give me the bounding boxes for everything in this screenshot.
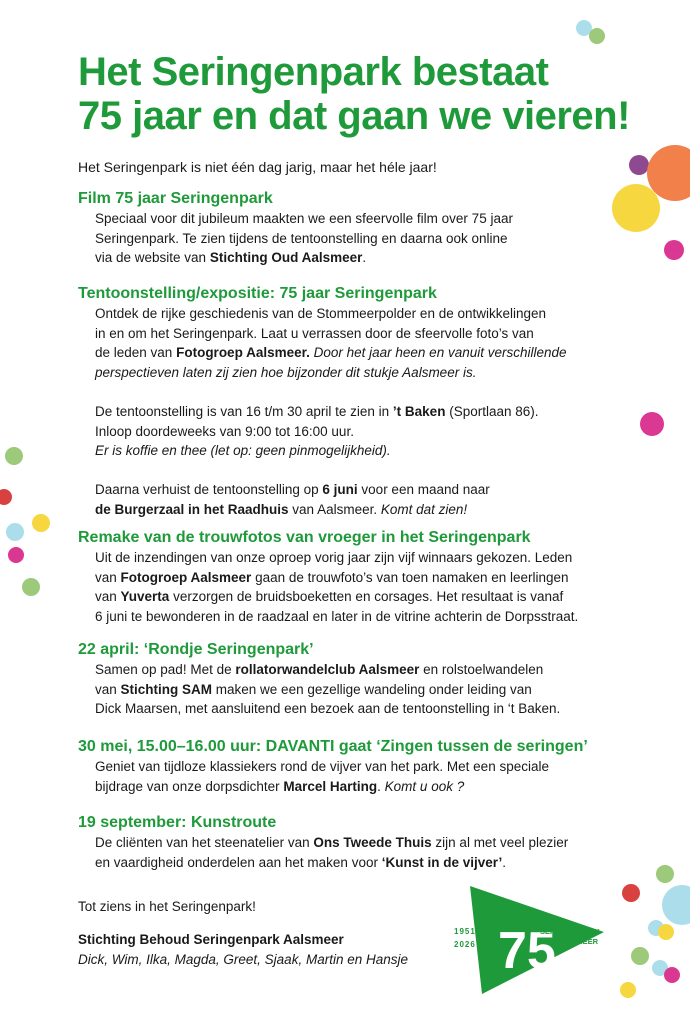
section-body	[95, 660, 638, 719]
text-line: De cliënten van het steenatelier van Ons Tweede Thuis zijn al met veel plezier	[95, 835, 569, 850]
text-line: Speciaal voor dit jubileum maakten we een sfeervolle film over 75 jaar	[95, 211, 513, 226]
logo-year-start: 1951	[454, 927, 476, 936]
title-line-1: Het Seringenpark bestaat	[78, 50, 549, 94]
bold-text: Yuverta	[120, 589, 170, 605]
text-line: Inloop doordeweeks van 9:00 tot 16:00 uur.	[95, 423, 354, 439]
text-line: van Yuverta verzorgen de bruidsboeketten en corsages. Het resultaat is vanaf	[95, 589, 564, 605]
text-line: van Fotogroep Aalsmeer gaan de trouwfoto’s van toen namaken en leerlingen	[95, 569, 569, 585]
bold-text: Fotogroep Aalsmeer	[120, 569, 252, 585]
dot	[658, 924, 674, 940]
section-davanti	[78, 737, 638, 796]
bold-text: Fotogroep Aalsmeer.	[176, 345, 310, 361]
text-line: en vaardigheid onderdelen aan het maken voor ‘Kunst in de vijver’.	[95, 854, 507, 870]
bold-text: Marcel Harting	[283, 778, 378, 794]
text-line: Seringenpark. Te zien tijdens de tentoonstelling en daarna ook online	[95, 230, 508, 246]
bold-text: Ons Tweede Thuis	[313, 835, 432, 850]
title-line-2: 75 jaar en dat gaan we vieren!	[78, 94, 630, 138]
closing-text: Tot ziens in het Seringenpark!	[78, 899, 256, 914]
dot	[8, 547, 24, 563]
page-title	[78, 50, 638, 138]
dot	[622, 884, 640, 902]
text-line: Uit de inzendingen van onze oproep vorig jaar zijn vijf winnaars gekozen. Leden	[95, 550, 573, 565]
section-heading: 19 september: Kunstroute	[78, 814, 277, 831]
dot	[648, 920, 664, 936]
italic-text: Door het jaar heen en vanuit verschillende	[309, 345, 567, 361]
text-line: Daarna verhuist de tentoonstelling op 6 juni voor een maand naar	[95, 482, 490, 498]
text-line: de leden van Fotogroep Aalsmeer. Door het jaar heen en vanuit verschillende	[95, 345, 567, 361]
signature-names: Dick, Wim, Ilka, Magda, Greet, Sjaak, Martin en Hansje	[78, 952, 408, 967]
signature-org: Stichting Behoud Seringenpark Aalsmeer	[78, 932, 344, 947]
text-line: perspectieven laten zij zien hoe bijzonder dit stukje Aalsmeer is.	[95, 364, 477, 380]
text-line: van Stichting SAM maken we een gezellige wandeling onder leiding van	[95, 681, 532, 697]
logo-year-end: 2026	[454, 940, 476, 949]
bold-text: Stichting Oud Aalsmeer	[209, 250, 363, 266]
intro-text: Het Seringenpark is niet één dag jarig, maar het héle jaar!	[78, 159, 437, 175]
section-body	[95, 548, 638, 626]
text-line: Er is koffie en thee (let op: geen pinmogelijkheid).	[95, 443, 391, 459]
dot	[32, 514, 50, 532]
italic-text: Komt u ook ?	[384, 778, 465, 794]
dot	[576, 20, 592, 36]
bold-text: de Burgerzaal in het Raadhuis	[95, 501, 289, 517]
logo-name-2: AALSMEER	[556, 937, 599, 946]
dot	[631, 947, 649, 965]
section-heading: Film 75 jaar Seringenpark	[78, 190, 273, 207]
section-kunstroute	[78, 813, 638, 872]
dot	[652, 960, 668, 976]
text-line: Geniet van tijdloze klassiekers rond de vijver van het park. Met een speciale	[95, 759, 549, 774]
text-line: Dick Maarsen, met aansluitend een bezoek aan de tentoonstelling in ‘t Baken.	[95, 701, 561, 717]
text-line: bijdrage van onze dorpsdichter Marcel Harting. Komt u ook ?	[95, 778, 465, 794]
dot	[5, 447, 23, 465]
section-rondje	[78, 640, 638, 719]
section-heading: 22 april: ‘Rondje Seringenpark’	[78, 641, 314, 658]
section-body	[95, 209, 638, 268]
text-line: via de website van Stichting Oud Aalsmeer.	[95, 250, 367, 266]
dot	[620, 982, 636, 998]
bold-text: 6 juni	[322, 482, 358, 498]
logo-name-1: SERINGENPARK	[540, 927, 600, 936]
section-exhibition	[78, 284, 638, 520]
text-line: De tentoonstelling is van 16 t/m 30 april te zien in ’t Baken (Sportlaan 86).	[95, 403, 539, 419]
seringenpark-75-logo	[452, 880, 622, 1000]
text-line: 6 juni te bewonderen in de raadzaal en later in de vitrine achterin de Dorpsstraat.	[95, 608, 579, 624]
dot	[6, 523, 24, 541]
section-body	[95, 757, 638, 796]
bold-text: Stichting SAM	[120, 681, 213, 697]
italic-text: Komt dat zien!	[380, 501, 468, 517]
bold-text: ‘Kunst in de vijver’	[381, 854, 503, 870]
dot	[662, 885, 690, 925]
section-heading: Remake van de trouwfotos van vroeger in het Seringenpark	[78, 529, 531, 546]
section-heading: 30 mei, 15.00–16.00 uur: DAVANTI gaat ‘Zingen tussen de seringen’	[78, 738, 588, 755]
bold-text: ’t Baken	[392, 403, 446, 419]
dot	[664, 967, 680, 983]
section-film	[78, 189, 638, 268]
dot	[629, 155, 649, 175]
dot	[0, 489, 12, 505]
text-line: Samen op pad! Met de rollatorwandelclub Aalsmeer en rolstoelwandelen	[95, 662, 544, 677]
dot	[589, 28, 605, 44]
section-body	[95, 304, 638, 520]
dot	[640, 412, 664, 436]
text-line: Ontdek de rijke geschiedenis van de Stommeerpolder en de ontwikkelingen	[95, 306, 547, 321]
dot	[656, 865, 674, 883]
dot	[664, 240, 684, 260]
section-heading: Tentoonstelling/expositie: 75 jaar Seringenpark	[78, 285, 437, 302]
dot	[22, 578, 40, 596]
text-line: de Burgerzaal in het Raadhuis van Aalsmeer. Komt dat zien!	[95, 501, 468, 517]
text-line: in en om het Seringenpark. Laat u verrassen door de sfeervolle foto’s van	[95, 325, 534, 341]
dot	[647, 145, 690, 201]
section-body	[95, 833, 638, 872]
logo-number: 75	[498, 922, 556, 980]
signature	[78, 930, 408, 970]
bold-text: rollatorwandelclub Aalsmeer	[235, 662, 420, 677]
section-remake	[78, 528, 638, 626]
